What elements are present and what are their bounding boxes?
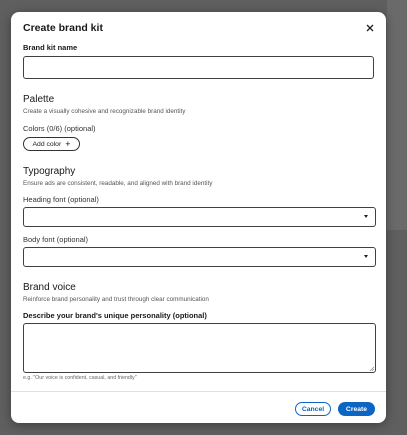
heading-font-select[interactable] [23,207,376,227]
brand-kit-name-label: Brand kit name [23,43,78,52]
close-icon [364,22,376,34]
cancel-button[interactable]: Cancel [295,402,331,416]
backdrop-panel [387,0,407,230]
typography-title: Typography [23,166,76,177]
chevron-down-icon [364,255,368,258]
brand-kit-name-input[interactable] [23,56,374,79]
create-brand-kit-dialog [11,12,386,423]
dialog-footer [11,391,386,423]
chevron-down-icon [364,215,368,218]
dialog-title: Create brand kit [23,22,103,34]
typography-subtitle: Ensure ads are consistent, readable, and aligned with brand identity [23,180,213,187]
brand-voice-title: Brand voice [23,282,76,293]
heading-font-label: Heading font (optional) [23,195,99,204]
create-button[interactable]: Create [338,402,375,416]
resize-handle-icon[interactable] [369,366,374,371]
dialog-header [11,12,386,45]
describe-personality-textarea[interactable] [23,323,376,373]
add-color-label: Add color [32,140,62,148]
close-button[interactable] [364,22,376,34]
plus-icon: + [65,138,71,149]
palette-title: Palette [23,94,55,105]
add-color-button[interactable] [23,137,80,151]
describe-personality-hint: e.g. "Our voice is confident, casual, and friendly" [23,375,137,381]
body-font-select[interactable] [23,247,376,267]
brand-voice-subtitle: Reinforce brand personality and trust through clear communication [23,296,209,303]
body-font-label: Body font (optional) [23,235,89,244]
colors-label: Colors (0/6) (optional) [23,124,96,133]
palette-subtitle: Create a visually cohesive and recognizable brand identity [23,108,186,115]
describe-personality-label: Describe your brand's unique personality (optional) [23,311,207,320]
